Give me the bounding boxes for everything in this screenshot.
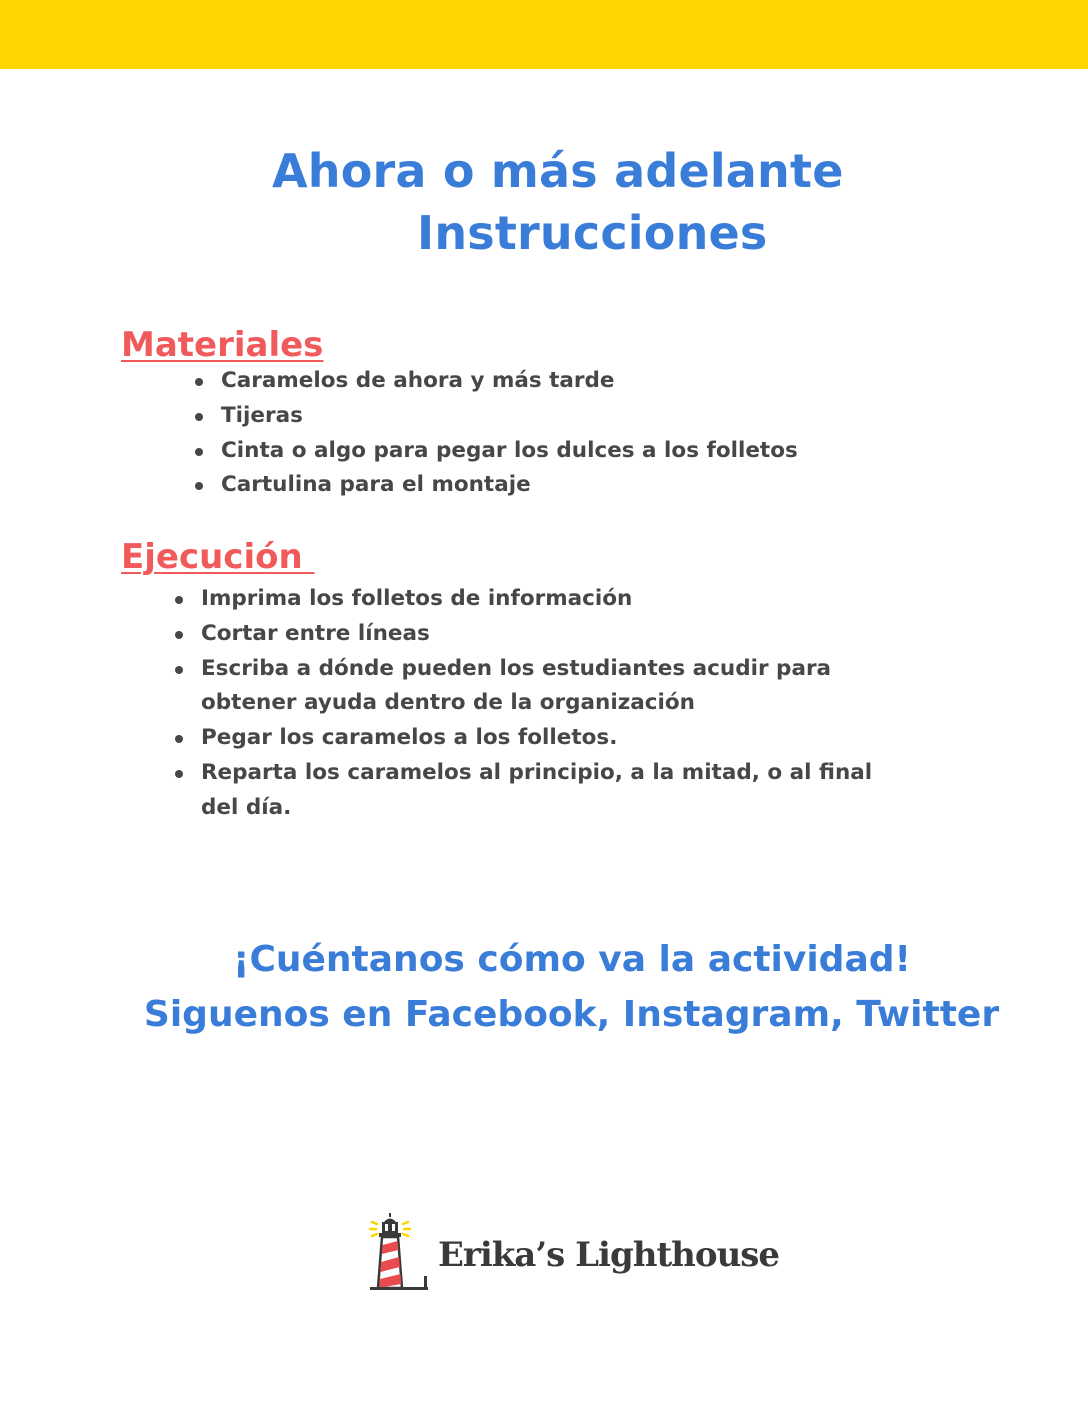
ejecucion-list [201,582,891,826]
list-item: Cartulina para el montaje [221,468,981,503]
list-item: Cortar entre líneas [201,617,891,652]
list-item: Cinta o algo para pegar los dulces a los folletos [221,434,981,469]
materiales-list [221,364,981,503]
list-item: Reparta los caramelos al principio, a la mitad, o al final del día. [201,756,891,826]
materiales-heading: Materiales [121,325,324,365]
list-item: Pegar los caramelos a los folletos. [201,721,891,756]
logo-text: Erika’s Lighthouse [438,1235,780,1275]
lighthouse-icon [366,1212,432,1294]
call-to-action [0,932,1088,1042]
list-item: Caramelos de ahora y más tarde [221,364,981,399]
title-line-1: Ahora o más adelante [272,144,844,198]
title-line-2: Instrucciones [417,206,768,260]
cta-line-1: ¡Cuéntanos cómo va la actividad! [233,939,911,980]
erikas-lighthouse-logo [366,1212,779,1294]
page-title [272,140,844,264]
top-color-bar [0,0,1088,69]
list-item: Escriba a dónde pueden los estudiantes acudir para obtener ayuda dentro de la organización [201,652,891,722]
cta-line-2: Siguenos en Facebook, Instagram, Twitter [143,994,1000,1035]
list-item: Tijeras [221,399,981,434]
ejecucion-heading: Ejecución [121,537,315,577]
list-item: Imprima los folletos de información [201,582,891,617]
